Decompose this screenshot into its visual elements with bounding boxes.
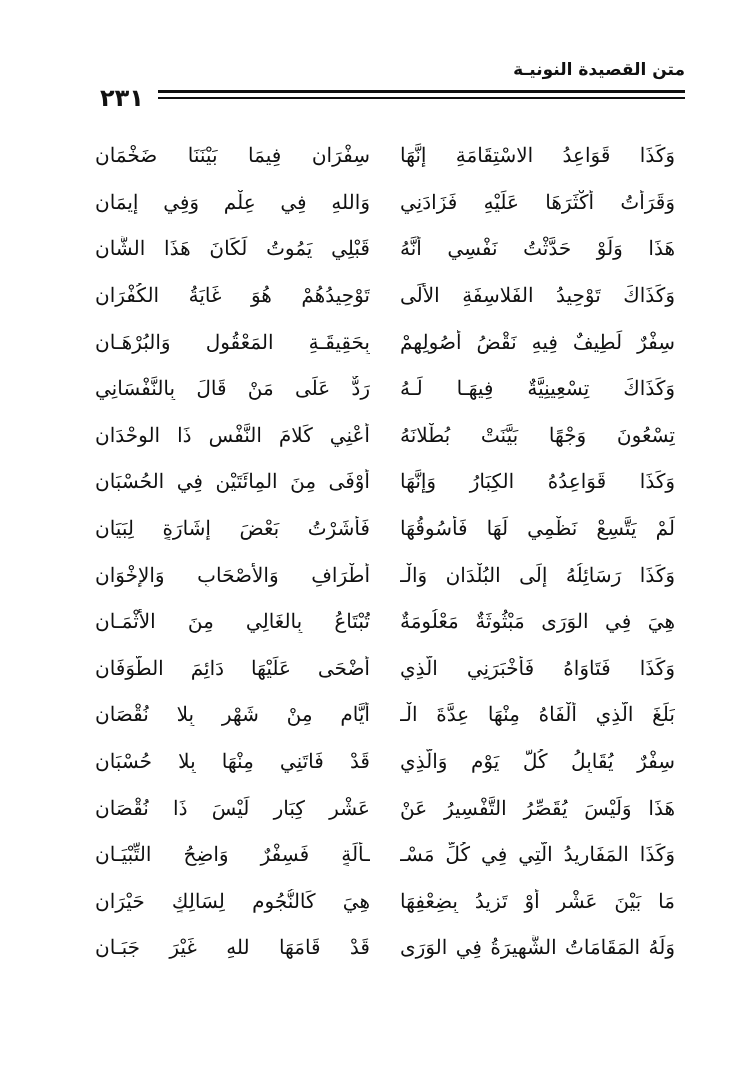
verse-line xyxy=(95,645,675,692)
verse-second-hemistich: ـأَلَةٍ فَسِفْرٌ وَاضِحُ التِّبْيَـانِ xyxy=(95,842,370,867)
verse-second-hemistich: قَبْلِي يَمُوتُ لَكَانَ هَذَا الشَّانِ xyxy=(95,236,370,261)
verse-second-hemistich: رَدٌّ عَلَى مَنْ قَالَ بِالنَّفْسَانِي xyxy=(95,376,370,401)
verse-first-hemistich: تِسْعُونَ وَجْهًا بَيَّنَتْ بُطْلانَهُ xyxy=(400,422,675,447)
verse-line xyxy=(95,179,675,226)
poem-verses xyxy=(95,132,675,971)
verse-line xyxy=(95,458,675,505)
verse-second-hemistich: أَوْفَى مِنَ المِائَتَيْنِ فِي الحُسْبَانِ xyxy=(95,469,370,494)
verse-line xyxy=(95,831,675,878)
verse-line xyxy=(95,132,675,179)
verse-line xyxy=(95,598,675,645)
verse-second-hemistich: تَوْحِيدُهُمْ هُوَ غَايَةُ الكُفْرَانِ xyxy=(95,283,370,308)
verse-line xyxy=(95,784,675,831)
running-title: متن القصيدة النونيـة xyxy=(513,60,685,80)
verse-second-hemistich: وَاللهِ فِي عِلْمٍ وَفِي إِيمَانِ xyxy=(95,189,370,214)
verse-line xyxy=(95,272,675,319)
verse-first-hemistich: بَلَغَ الَّذِي أَلْفَاهُ مِنْهَا عِدَّةَ الْـ xyxy=(400,702,675,727)
verse-first-hemistich: وَكَذَا فَتَاوَاهُ فَأَخْبَرَنِي الَّذِي xyxy=(400,655,675,680)
verse-first-hemistich: وَكَذَا رَسَائِلُهُ إِلَى البُلْدَانِ وَالْـ xyxy=(400,562,675,587)
verse-line xyxy=(95,551,675,598)
verse-line xyxy=(95,738,675,785)
verse-first-hemistich: سِفْرٌ لَطِيفٌ فِيهِ نَقْضُ أُصُولِهِمْ xyxy=(400,329,675,354)
verse-line xyxy=(95,691,675,738)
verse-first-hemistich: وَكَذَاكَ تَوْحِيدُ الفَلاسِفَةِ الأُلَى xyxy=(400,283,675,308)
verse-first-hemistich: وَكَذَا قَوَاعِدُهُ الكِبَارُ وَإِنَّهَا xyxy=(400,469,675,494)
verse-first-hemistich: وَكَذَا قَوَاعِدُ الاسْتِقَامَةِ إِنَّهَا xyxy=(400,143,675,168)
verse-line xyxy=(95,924,675,971)
verse-second-hemistich: بِحَقِيقَـةِ المَعْقُولِ وَالبُرْهَـانِ xyxy=(95,329,370,354)
verse-second-hemistich: فَأَشَرْتُ بَعْضَ إِشَارَةٍ لِبَيَانِ xyxy=(95,516,370,541)
page-number: ٢٣١ xyxy=(100,84,144,112)
verse-second-hemistich: قَدْ فَاتَنِي مِنْهَا بِلا حُسْبَانِ xyxy=(95,749,370,774)
verse-first-hemistich: وَقَرَأْتُ أَكْثَرَهَا عَلَيْهِ فَزَادَنِي xyxy=(400,189,675,214)
verse-first-hemistich: هَذَا وَلَيْسَ يُقَصِّرُ التَّفْسِيرُ عَنْ xyxy=(400,795,675,820)
verse-line xyxy=(95,225,675,272)
verse-first-hemistich: هِيَ فِي الوَرَى مَبْثُوثَةٌ مَعْلُومَةٌ xyxy=(400,609,675,634)
verse-second-hemistich: أَطْرَافِ وَالأَصْحَابِ وَالإِخْوَانِ xyxy=(95,562,370,587)
verse-first-hemistich: مَا بَيْنَ عَشْرٍ أَوْ تَزِيدُ بِضِعْفِهَا xyxy=(400,888,675,913)
verse-second-hemistich: تُبْتَاعُ بِالغَالِي مِنَ الأَثْمَـانِ xyxy=(95,609,370,634)
verse-line xyxy=(95,318,675,365)
verse-second-hemistich: هِيَ كَالنُّجُومِ لِسَالِكٍ حَيْرَانِ xyxy=(95,888,370,913)
verse-second-hemistich: قَدْ قَامَهَا للهِ غَيْرَ جَبَـانِ xyxy=(95,935,370,960)
verse-first-hemistich: وَلَهُ المَقَامَاتُ الشَّهِيرَةُ فِي الوَرَى xyxy=(400,935,675,960)
verse-line xyxy=(95,878,675,925)
verse-first-hemistich: وَكَذَا المَفَارِيدُ الَّتِي فِي كُلِّ مَسْـ xyxy=(400,842,675,867)
page-header xyxy=(100,60,685,110)
verse-line xyxy=(95,365,675,412)
verse-first-hemistich: هَذَا وَلَوْ حَدَّثْتُ نَفْسِي أَنَّهُ xyxy=(400,236,675,261)
verse-second-hemistich: أَضْحَى عَلَيْهَا دَائِمَ الطَّوَفَانِ xyxy=(95,655,370,680)
verse-first-hemistich: وَكَذَاكَ تِسْعِينِيَّةٌ فِيهَـا لَـهُ xyxy=(400,376,675,401)
verse-second-hemistich: عَشْرٍ كِبَارٍ لَيْسَ ذَا نُقْصَانِ xyxy=(95,795,370,820)
verse-second-hemistich: أَيَّامِ مِنْ شَهْرٍ بِلا نُقْصَانِ xyxy=(95,702,370,727)
verse-line xyxy=(95,505,675,552)
verse-line xyxy=(95,412,675,459)
verse-second-hemistich: أَعْنِي كَلامَ النَّفْسِ ذَا الوِحْدَانِ xyxy=(95,422,370,447)
header-rule-thick xyxy=(158,90,685,93)
header-rule-thin xyxy=(158,97,685,99)
verse-first-hemistich: لَمْ يَتَّسِعْ نَظْمِي لَهَا فَأَسُوقُهَا xyxy=(400,516,675,541)
verse-second-hemistich: سِفْرَانِ فِيمَا بَيْنَنَا ضَخْمَانِ xyxy=(95,143,370,168)
verse-first-hemistich: سِفْرٌ يُقَابِلُ كُلَّ يَوْمٍ وَالَّذِي xyxy=(400,749,675,774)
